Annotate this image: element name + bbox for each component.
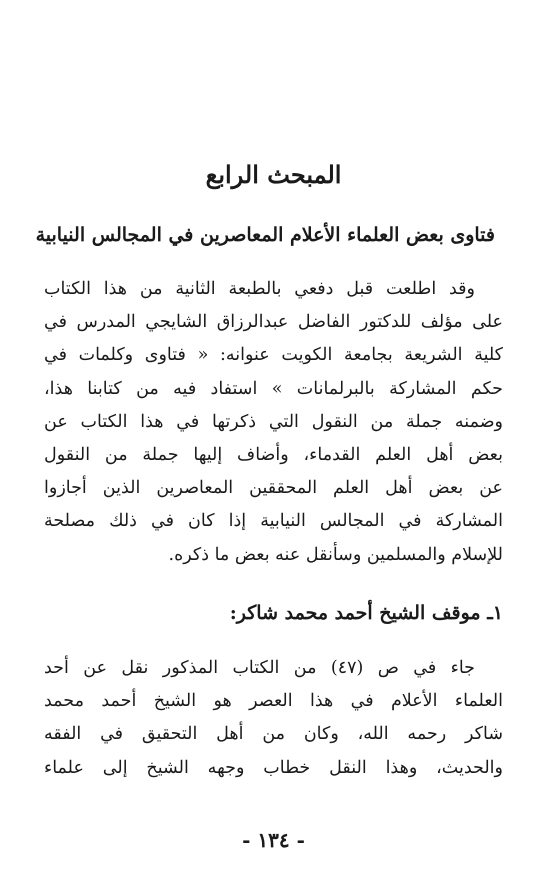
section-title: ١ـ موقف الشيخ أحمد محمد شاكر: <box>229 602 503 624</box>
paragraph-line: المشاركة في المجالس النيابية إذا كان في ذلك مصلحة <box>44 511 503 532</box>
paragraph-line: جاء في ص (٤٧) من الكتاب المذكور نقل عن أحد <box>44 658 475 678</box>
paragraph-line: على مؤلف للدكتور الفاضل عبدالرزاق الشايجي المدرس في <box>44 312 503 333</box>
chapter-subheading: فتاوى بعض العلماء الأعلام المعاصرين في المجالس النيابية <box>35 224 495 246</box>
paragraph-intro <box>44 273 503 572</box>
page-number: - ١٣٤ - <box>242 828 305 852</box>
paragraph-line: العلماء الأعلام في هذا العصر هو الشيخ أحمد محمد <box>44 691 503 712</box>
paragraph-line: حكم المشاركة بالبرلمانات » استفاد فيه من كتابنا هذا، <box>44 378 503 399</box>
paragraph-line: وقد اطلعت قبل دفعي بالطبعة الثانية من هذا الكتاب <box>44 279 475 299</box>
paragraph-line: شاكر رحمه الله، وكان من أهل التحقيق في الفقه <box>44 724 503 745</box>
paragraph-line: للإسلام والمسلمين وسأنقل عنه بعض ما ذكره. <box>168 544 503 565</box>
paragraph-line: كلية الشريعة بجامعة الكويت عنوانه: « فتاوى وكلمات في <box>44 345 503 366</box>
paragraph-line: والحديث، وهذا النقل خطاب وجهه الشيخ إلى علماء <box>44 757 503 778</box>
paragraph-line: بعض أهل العلم القدماء، وأضاف إليها جملة من النقول <box>44 444 503 465</box>
chapter-heading: المبحث الرابع <box>205 160 342 189</box>
paragraph-line: عن بعض أهل العلم المحققين المعاصرين الذين أجازوا <box>44 478 503 499</box>
paragraph-line: وضمنه جملة من النقول التي ذكرتها في هذا الكتاب عن <box>44 411 503 432</box>
paragraph-shakir <box>44 652 503 785</box>
